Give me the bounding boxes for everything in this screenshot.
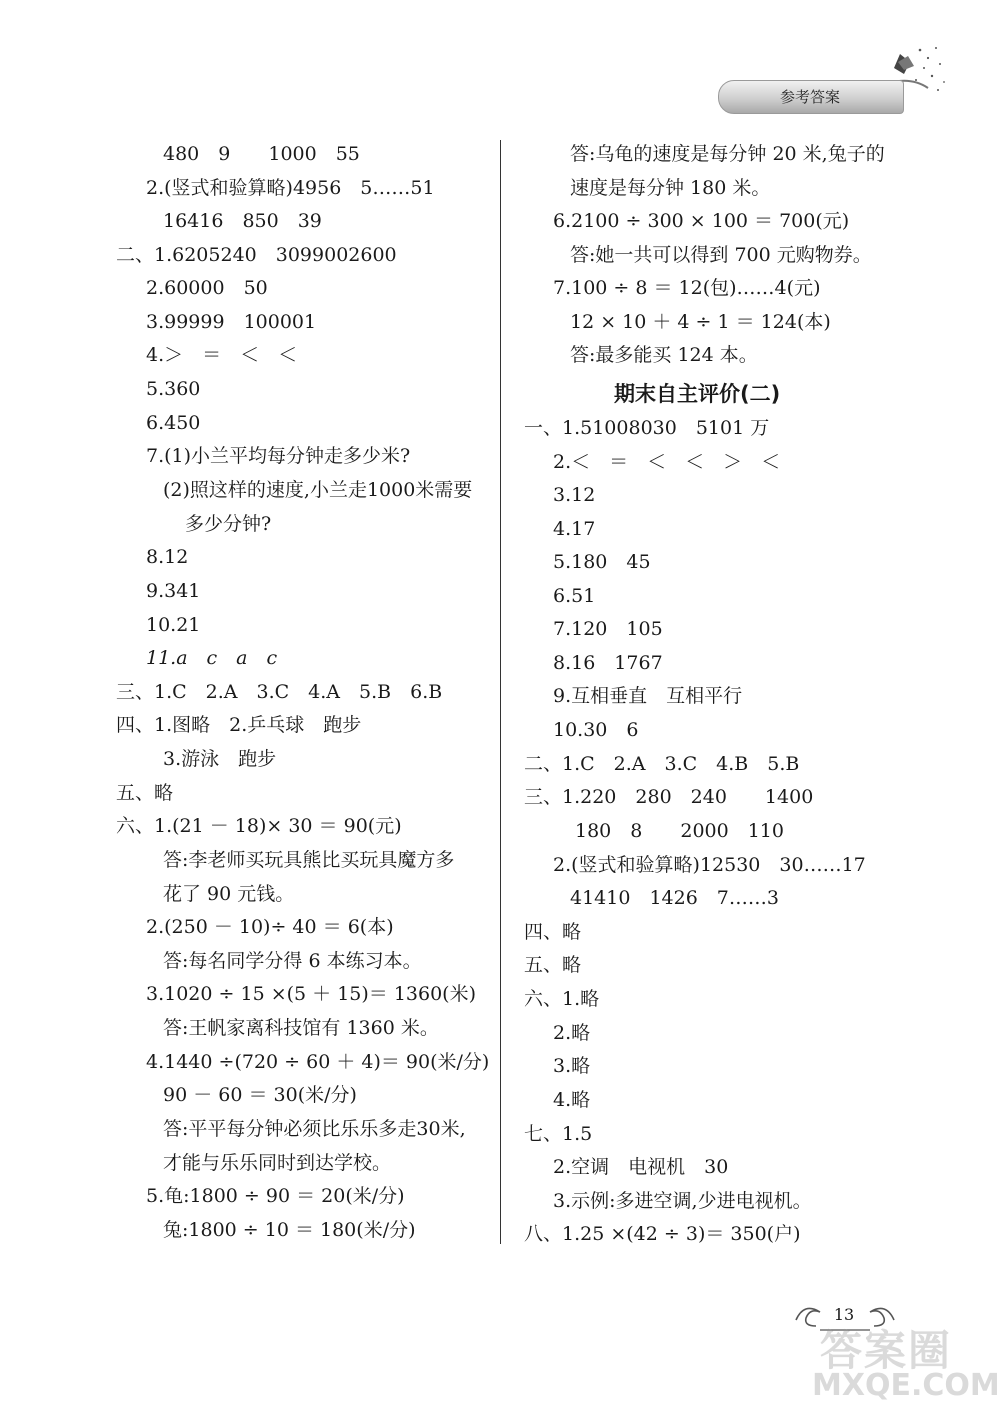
answer-line: 答:王帆家离科技馆有 1360 米。 bbox=[163, 1017, 439, 1039]
answer-line: 速度是每分钟 180 米。 bbox=[570, 177, 771, 199]
answer-line: 6.450 bbox=[146, 412, 201, 434]
answer-line: 答:乌龟的速度是每分钟 20 米,兔子的 bbox=[570, 143, 885, 165]
answer-line: 11.a c a c bbox=[146, 647, 278, 669]
section-title: 期末自主评价(二) bbox=[614, 382, 781, 406]
answer-line: 答:最多能买 124 本。 bbox=[570, 344, 758, 366]
header-label: 参考答案 bbox=[780, 88, 841, 106]
answer-line: 8.12 bbox=[146, 546, 189, 568]
answer-line: 3.略 bbox=[553, 1055, 591, 1077]
answer-line: 5.龟:1800 ÷ 90 ＝ 20(米/分) bbox=[146, 1185, 405, 1207]
answer-line: 2.略 bbox=[553, 1022, 591, 1044]
answer-line: 7.100 ÷ 8 ＝ 12(包)……4(元) bbox=[553, 277, 821, 299]
answer-line: 六、1.(21 － 18)× 30 ＝ 90(元) bbox=[116, 815, 402, 837]
answer-line: 四、略 bbox=[524, 921, 582, 943]
answer-line: 6.51 bbox=[553, 585, 596, 607]
answer-line: 答:每名同学分得 6 本练习本。 bbox=[163, 950, 422, 972]
answer-line: 才能与乐乐同时到达学校。 bbox=[163, 1152, 392, 1174]
answer-line: 4.＞ ＝ ＜ ＜ bbox=[146, 344, 298, 366]
answer-line: 4.1440 ÷(720 ÷ 60 ＋ 4)＝ 90(米/分) bbox=[146, 1051, 490, 1073]
watermark-logo: 答案圈 bbox=[820, 1326, 953, 1375]
answer-line: 答:李老师买玩具熊比买玩具魔方多 bbox=[163, 849, 455, 871]
answer-line: 9.互相垂直 互相平行 bbox=[553, 685, 743, 707]
answer-line: 9.341 bbox=[146, 580, 201, 602]
answer-line: 7.(1)小兰平均每分钟走多少米? bbox=[146, 445, 411, 467]
answer-line: 4.略 bbox=[553, 1089, 591, 1111]
answer-line: 6.2100 ÷ 300 × 100 ＝ 700(元) bbox=[553, 210, 850, 232]
answer-line: 答:她一共可以得到 700 元购物券。 bbox=[570, 244, 872, 266]
answer-line: 七、1.5 bbox=[524, 1123, 593, 1145]
answer-line: 花了 90 元钱。 bbox=[163, 883, 295, 905]
answer-line: 二、1.C 2.A 3.C 4.B 5.B bbox=[524, 753, 800, 775]
answer-line: 3.游泳 跑步 bbox=[163, 748, 277, 770]
answer-line: 三、1.220 280 240 1400 bbox=[524, 786, 814, 808]
answer-line: 兔:1800 ÷ 10 ＝ 180(米/分) bbox=[163, 1219, 416, 1241]
answer-line: 四、1.图略 2.乒乓球 跑步 bbox=[116, 714, 362, 736]
answer-line: 90 － 60 ＝ 30(米/分) bbox=[163, 1084, 357, 1106]
answer-line: 六、1.略 bbox=[524, 988, 600, 1010]
answer-line: 10.30 6 bbox=[553, 719, 639, 741]
answer-line: 41410 1426 7……3 bbox=[570, 887, 779, 909]
answer-line: 五、略 bbox=[116, 782, 174, 804]
answer-line: 二、1.6205240 3099002600 bbox=[116, 244, 397, 266]
page-number: 13 bbox=[833, 1305, 855, 1324]
answer-line: 5.180 45 bbox=[553, 551, 651, 573]
answer-line: 一、1.51008030 5101 万 bbox=[524, 417, 770, 439]
answer-line: 五、略 bbox=[524, 954, 582, 976]
answer-line: 16416 850 39 bbox=[163, 210, 322, 232]
answer-line: 八、1.25 ×(42 ÷ 3)＝ 350(户) bbox=[524, 1223, 801, 1245]
answer-line: 2.(250 － 10)÷ 40 ＝ 6(本) bbox=[146, 916, 394, 938]
answer-line: 7.120 105 bbox=[553, 618, 663, 640]
answer-line: 2.60000 50 bbox=[146, 277, 268, 299]
answer-line: 8.16 1767 bbox=[553, 652, 663, 674]
answer-line: 12 × 10 ＋ 4 ÷ 1 ＝ 124(本) bbox=[570, 311, 831, 333]
answer-line: 2.＜ ＝ ＜ ＜ ＞ ＜ bbox=[553, 451, 781, 473]
answer-line: 3.12 bbox=[553, 484, 596, 506]
answer-line: 3.99999 100001 bbox=[146, 311, 317, 333]
watermark-url: MXQE.COM bbox=[812, 1368, 1000, 1403]
answer-line: (2)照这样的速度,小兰走1000米需要 bbox=[163, 479, 473, 501]
answer-line: 10.21 bbox=[146, 614, 201, 636]
answer-line: 多少分钟? bbox=[185, 513, 272, 535]
answer-line: 480 9 1000 55 bbox=[163, 143, 360, 165]
answer-line: 3.示例:多进空调,少进电视机。 bbox=[553, 1190, 812, 1212]
answer-line: 答:平平每分钟必须比乐乐多走30米, bbox=[163, 1118, 466, 1140]
answer-line: 三、1.C 2.A 3.C 4.A 5.B 6.B bbox=[116, 681, 443, 703]
answer-line: 4.17 bbox=[553, 518, 596, 540]
answer-line: 2.(竖式和验算略)12530 30……17 bbox=[553, 854, 866, 876]
answer-line: 3.1020 ÷ 15 ×(5 ＋ 15)＝ 1360(米) bbox=[146, 983, 477, 1005]
answer-line: 180 8 2000 110 bbox=[575, 820, 784, 842]
column-divider bbox=[500, 140, 501, 1244]
answer-line: 2.(竖式和验算略)4956 5……51 bbox=[146, 177, 435, 199]
answer-line: 5.360 bbox=[146, 378, 201, 400]
answer-line: 2.空调 电视机 30 bbox=[553, 1156, 729, 1178]
